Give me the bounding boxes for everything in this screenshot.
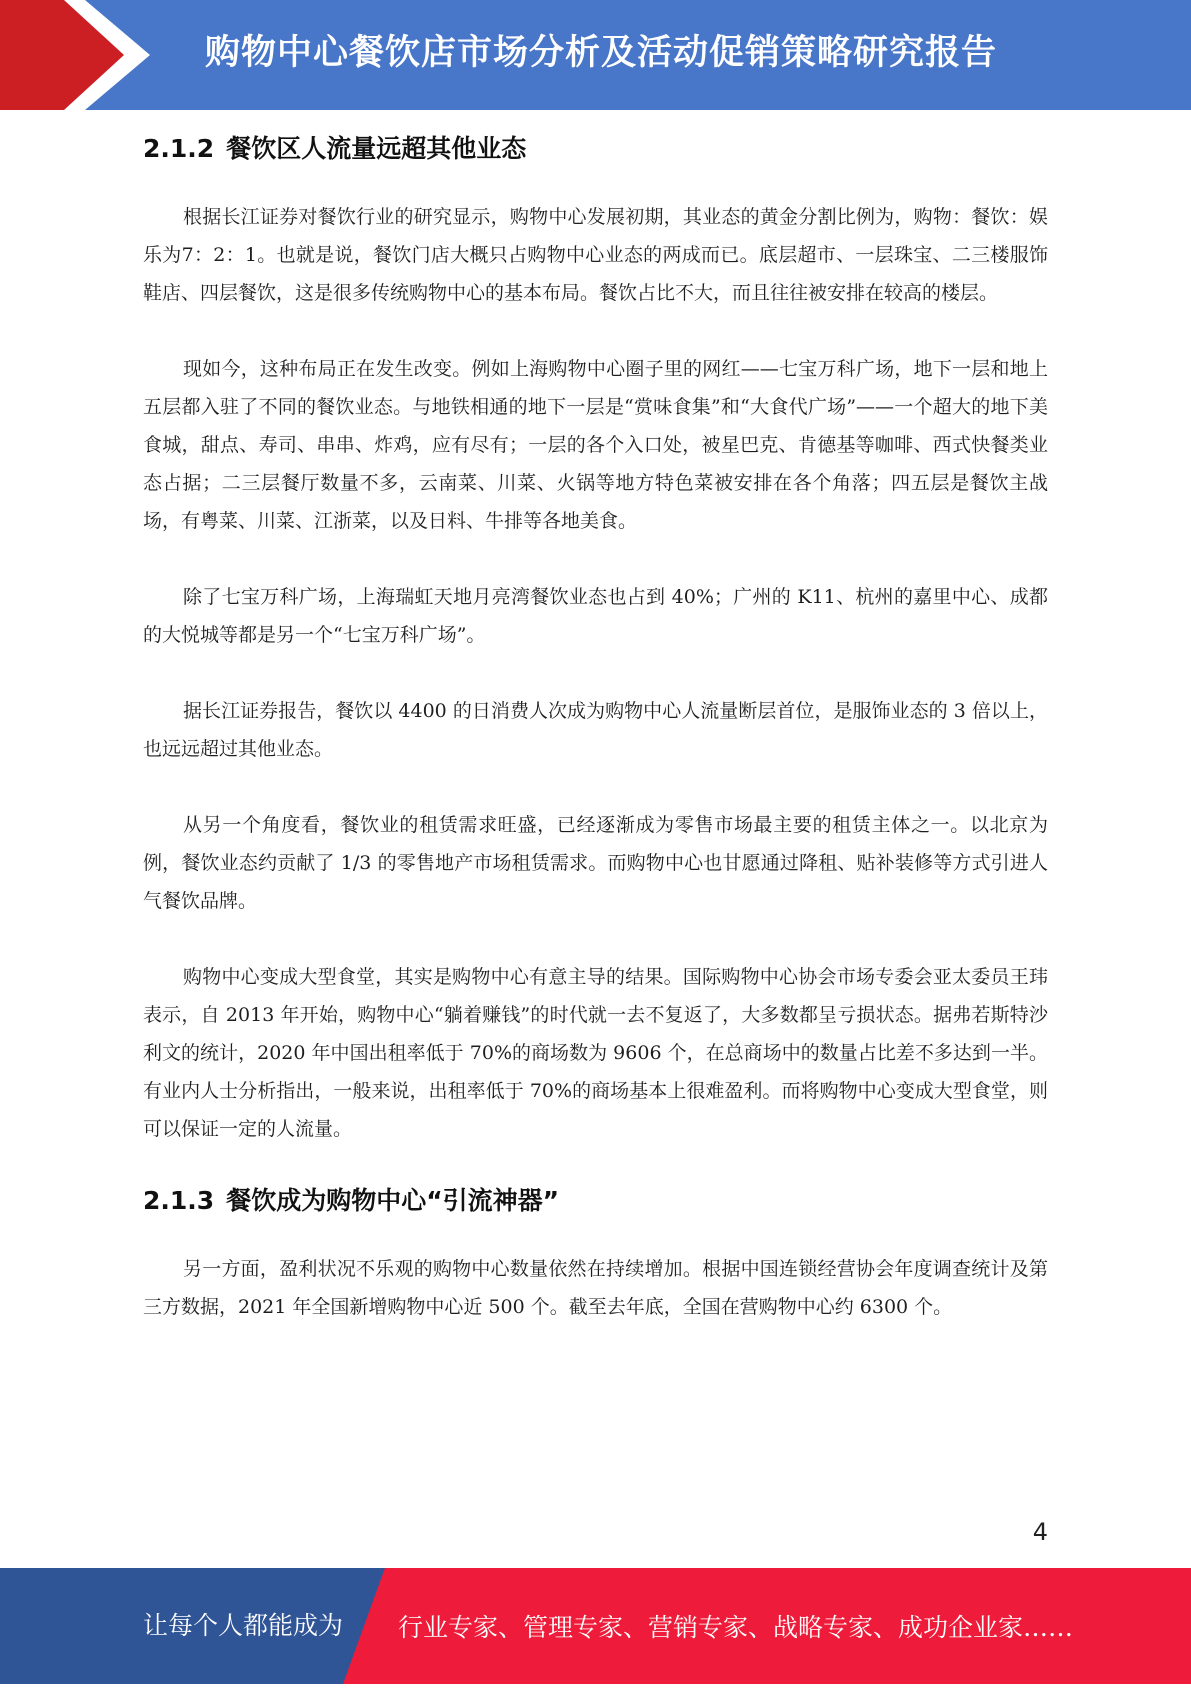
footer-banner <box>0 1568 1191 1684</box>
paragraph: 购物中心变成大型食堂，其实是购物中心有意主导的结果。国际购物中心协会市场专委会亚太委员王玮表示，自 2013 年开始，购物中心“躺着赚钱”的时代就一去不复返了，大多数都呈亏损状态。据弗若斯特沙利文的统计，2020 年中国出租率低于 70%的商场数为 9606 个，在总商场中的数量占比差不多达到一半。有业内人士分析指出，一般来说，出租率低于 70%的商场基本上很难盈利。而将购物中心变成大型食堂，则可以保证一定的人流量。 <box>143 966 1048 1140</box>
footer-slogan-right: 行业专家、管理专家、营销专家、战略专家、成功企业家…… <box>398 1613 1074 1642</box>
footer-slogan-left: 让每个人都能成为 <box>143 1611 344 1640</box>
section-number: 2.1.2 <box>143 134 215 163</box>
report-title: 购物中心餐饮店市场分析及活动促销策略研究报告 <box>205 33 998 73</box>
paragraph: 根据长江证券对餐饮行业的研究显示，购物中心发展初期，其业态的黄金分割比例为，购物：餐饮：娱乐为7：2：1。也就是说，餐饮门店大概只占购物中心业态的两成而已。底层超市、一层珠宝、二三楼服饰鞋店、四层餐饮，这是很多传统购物中心的基本布局。餐饮占比不大，而且往往被安排在较高的楼层。 <box>143 206 1048 304</box>
section-title: 餐饮成为购物中心“引流神器” <box>226 1186 560 1215</box>
header-banner <box>0 0 1191 110</box>
paragraph: 从另一个角度看，餐饮业的租赁需求旺盛，已经逐渐成为零售市场最主要的租赁主体之一。以北京为例，餐饮业态约贡献了 1/3 的零售地产市场租赁需求。而购物中心也甘愿通过降租、贴补装修等方式引进人气餐饮品牌。 <box>143 814 1048 912</box>
paragraph: 除了七宝万科广场，上海瑞虹天地月亮湾餐饮业态也占到 40%；广州的 K11、杭州的嘉里中心、成都的大悦城等都是另一个“七宝万科广场”。 <box>143 586 1048 646</box>
section-heading-2-1-2 <box>143 126 1048 172</box>
section-title: 餐饮区人流量远超其他业态 <box>226 134 527 163</box>
paragraph: 另一方面，盈利状况不乐观的购物中心数量依然在持续增加。根据中国连锁经营协会年度调查统计及第三方数据，2021 年全国新增购物中心近 500 个。截至去年底，全国在营购物中心约 6300 个。 <box>143 1258 1048 1318</box>
paragraph: 据长江证券报告，餐饮以 4400 的日消费人次成为购物中心人流量断层首位，是服饰业态的 3 倍以上，也远远超过其他业态。 <box>143 700 1048 760</box>
section-heading-2-1-3 <box>143 1178 1048 1224</box>
paragraph: 现如今，这种布局正在发生改变。例如上海购物中心圈子里的网红——七宝万科广场，地下一层和地上五层都入驻了不同的餐饮业态。与地铁相通的地下一层是“赏味食集”和“大食代广场”——一个超大的地下美食城，甜点、寿司、串串、炸鸡，应有尽有；一层的各个入口处，被星巴克、肯德基等咖啡、西式快餐类业态占据；二三层餐厅数量不多，云南菜、川菜、火锅等地方特色菜被安排在各个角落；四五层是餐饮主战场，有粤菜、川菜、江浙菜，以及日料、牛排等各地美食。 <box>143 358 1048 532</box>
section-number: 2.1.3 <box>143 1186 215 1215</box>
header-arrow-decoration <box>0 0 150 110</box>
page-number: 4 <box>1032 1518 1048 1546</box>
page-content <box>143 126 1048 1326</box>
